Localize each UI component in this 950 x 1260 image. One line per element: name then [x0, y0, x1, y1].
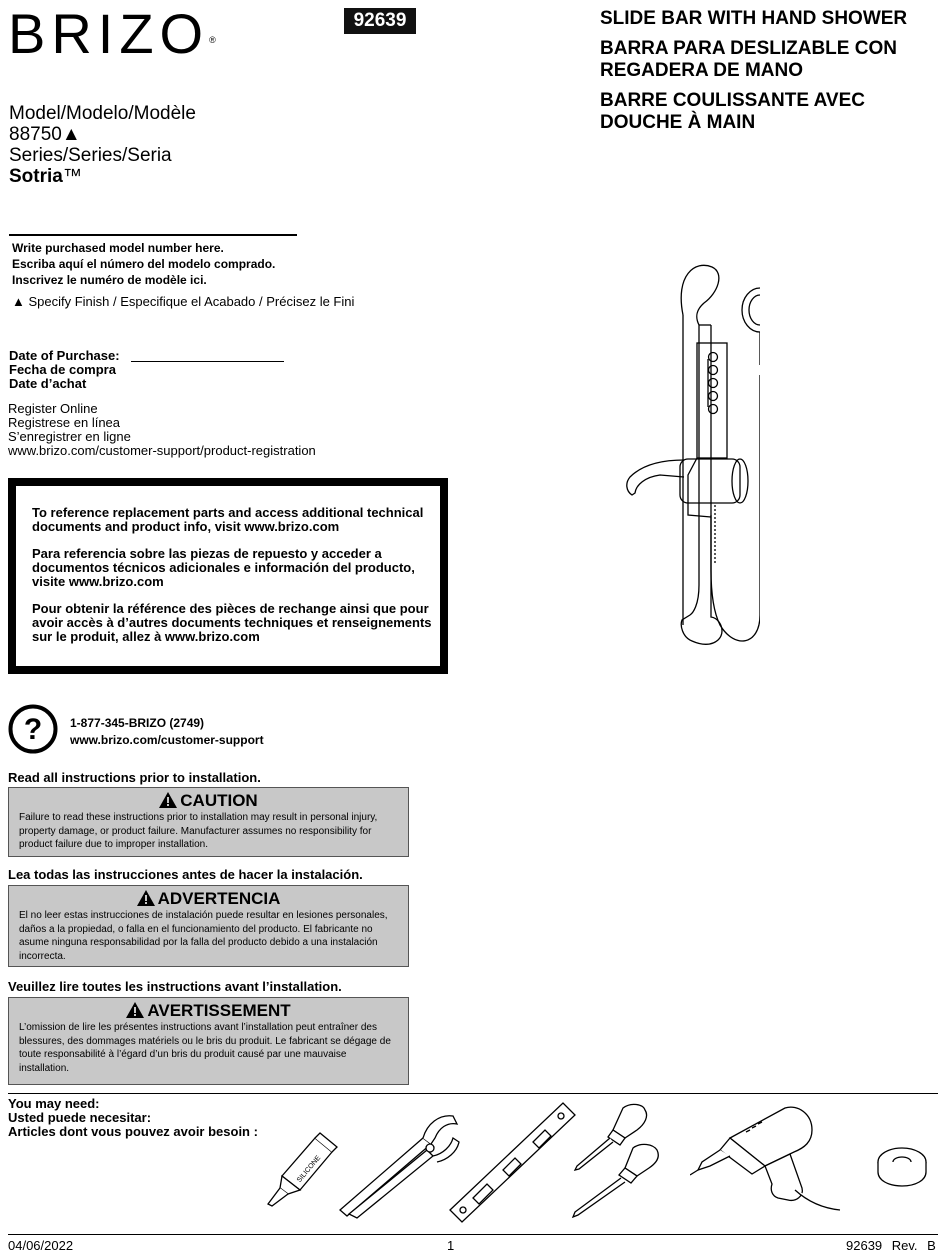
screwdrivers-icon — [565, 1100, 670, 1225]
warning-icon — [159, 792, 177, 808]
title-fr: BARRE COULISSANTE AVEC DOUCHE À MAIN — [600, 90, 865, 133]
registered-mark: ® — [209, 35, 216, 45]
triangle-icon: ▲ — [61, 124, 81, 145]
tape-roll-icon — [872, 1140, 932, 1190]
slide-bar-illustration — [600, 255, 760, 665]
write-model-es: Escriba aquí el número del modelo comprado. — [12, 257, 276, 271]
document-number-badge: 92639 — [344, 8, 416, 34]
silicone-tube-icon — [260, 1130, 340, 1210]
model-label: Model/Modelo/Modèle — [9, 103, 196, 124]
model-info — [9, 103, 196, 187]
read-instructions-es: Lea todas las instrucciones antes de hacer la instalación. — [8, 867, 363, 882]
silicone-label: SILICONE — [295, 1154, 323, 1185]
level-icon — [445, 1100, 580, 1230]
reference-box — [8, 478, 448, 674]
specify-finish-text: Specify Finish / Especifique el Acabado / Précisez le Fini — [28, 294, 355, 309]
you-may-need-fr: Articles dont vous pouvez avoir besoin : — [8, 1124, 258, 1139]
register-online — [8, 402, 316, 458]
reference-es: Para referencia sobre las piezas de repuesto y acceder a documentos técnicos adicionales e información del producto, visite www.brizo.com — [32, 546, 415, 589]
purchase-date — [9, 349, 120, 391]
footer-date: 04/06/2022 — [8, 1238, 74, 1253]
series-name: Sotria — [9, 166, 63, 187]
register-es: Registrese en línea — [8, 415, 121, 430]
purchase-date-fr: Date d’achat — [9, 376, 87, 391]
specify-finish — [12, 294, 354, 310]
series-label: Series/Series/Seria — [9, 145, 172, 166]
svg-text:?: ? — [23, 713, 43, 746]
product-titles — [600, 8, 940, 142]
page-number: 1 — [447, 1238, 455, 1253]
purchase-date-es: Fecha de compra — [9, 362, 116, 377]
model-number: 88750 — [9, 124, 62, 145]
write-model-en: Write purchased model number here. — [12, 241, 224, 255]
footer-doc-number: 92639 — [846, 1238, 883, 1253]
purchase-date-label: Date of Purchase: — [9, 348, 120, 363]
warning-icon — [126, 1002, 144, 1018]
caution-box — [8, 787, 409, 857]
caution-title: CAUTION — [180, 791, 258, 810]
revision-label: Rev. B — [891, 1238, 936, 1253]
trademark-mark: ™ — [62, 166, 82, 187]
model-write-line — [9, 234, 297, 236]
brand-logo — [8, 2, 216, 65]
footer-revision — [846, 1238, 936, 1253]
drill-icon — [690, 1100, 850, 1220]
avertissement-body: L’omission de lire les présentes instructions avant l’installation peut entraîner des blessures, des dommages matériels ou le bris du produit. Le fabricant se dégage de toute responsabilité à l’égard d’un bris du produit causé par une mauvaise installation. — [19, 1022, 391, 1074]
support-link[interactable]: www.brizo.com/customer-support — [70, 733, 264, 747]
avertissement-title: AVERTISSEMENT — [147, 1001, 291, 1020]
warning-icon — [137, 890, 155, 906]
triangle-icon: ▲ — [12, 294, 29, 309]
you-may-need-en: You may need: — [8, 1096, 100, 1111]
footer-divider — [8, 1234, 938, 1235]
you-may-need — [8, 1097, 258, 1139]
advertencia-body: El no leer estas instrucciones de instalación puede resultar en lesiones personales, daños a la propiedad, o falla en el funcionamiento del producto. El fabricante no asume ninguna responsabilidad por la falla del producto debido a una instalación incorrecta. — [19, 910, 388, 962]
registration-link[interactable]: www.brizo.com/customer-support/product-registration — [8, 443, 316, 458]
question-icon — [8, 704, 58, 754]
reference-en: To reference replacement parts and access additional technical documents and product info, visit www.brizo.com — [32, 505, 424, 534]
write-model-instructions — [12, 240, 275, 288]
read-instructions-fr: Veuillez lire toutes les instructions avant l’installation. — [8, 979, 342, 994]
support-contact — [70, 715, 264, 749]
register-fr: S’enregistrer en ligne — [8, 429, 131, 444]
logo-text: BRIZO — [8, 2, 210, 65]
register-en: Register Online — [8, 401, 98, 416]
advertencia-header — [9, 889, 408, 909]
advertencia-box — [8, 885, 409, 967]
you-may-need-es: Usted puede necesitar: — [8, 1110, 152, 1125]
caution-header — [9, 791, 408, 811]
purchase-date-line — [131, 361, 284, 362]
reference-fr: Pour obtenir la référence des pièces de rechange ainsi que pour avoir accès à d’autres documents techniques et renseignements sur le produit, allez à www.brizo.com — [32, 601, 432, 644]
tools-divider — [8, 1093, 938, 1094]
series-name-line — [9, 166, 196, 187]
read-instructions-en: Read all instructions prior to installation. — [8, 770, 261, 785]
advertencia-title: ADVERTENCIA — [157, 889, 281, 908]
title-es: BARRA PARA DESLIZABLE CON REGADERA DE MANO — [600, 38, 897, 81]
write-model-fr: Inscrivez le numéro de modèle ici. — [12, 273, 207, 287]
title-en: SLIDE BAR WITH HAND SHOWER — [600, 8, 908, 29]
avertissement-box — [8, 997, 409, 1085]
avertissement-header — [9, 1001, 408, 1021]
model-number-line — [9, 124, 196, 145]
support-phone: 1-877-345-BRIZO (2749) — [70, 716, 205, 730]
caution-body: Failure to read these instructions prior to installation may result in personal injury, property damage, or product failure. Manufacturer assumes no responsibility for product failure due to improper installation. — [19, 812, 378, 850]
